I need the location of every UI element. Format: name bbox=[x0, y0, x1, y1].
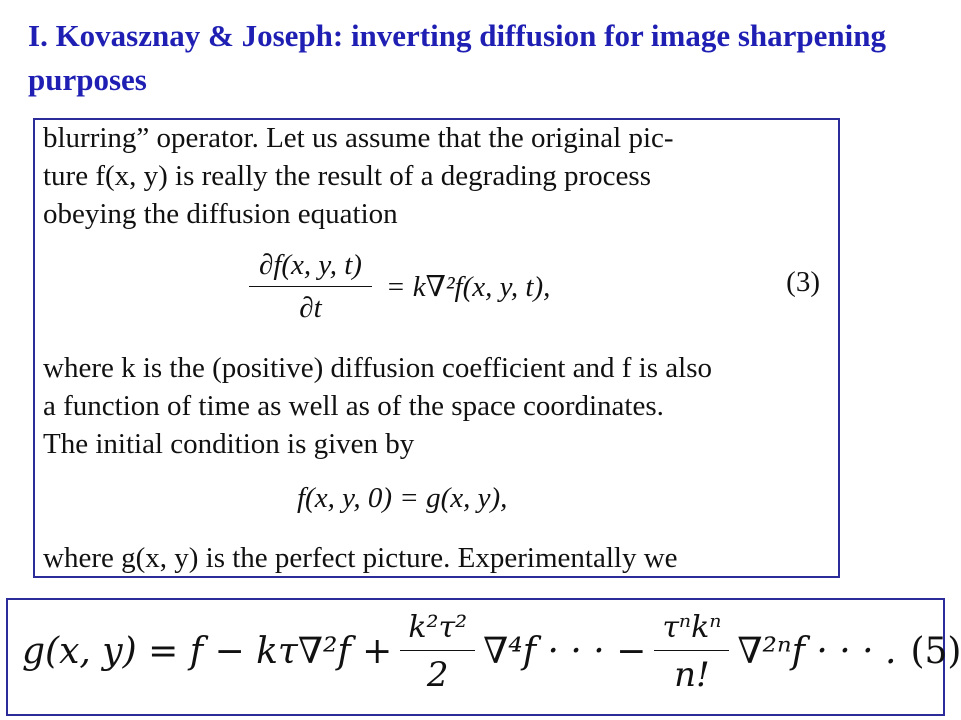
equation-3-rhs: = k∇²f(x, y, t), bbox=[385, 271, 551, 303]
formula-5-number: (5) bbox=[910, 631, 961, 672]
initial-condition-equation: f(x, y, 0) = g(x, y), bbox=[297, 482, 508, 514]
formula-5-fraction-1 bbox=[400, 608, 475, 695]
equation-3-number: (3) bbox=[786, 266, 820, 298]
formula-5-fraction-2-numerator: τⁿkⁿ bbox=[654, 608, 729, 651]
formula-5-box bbox=[6, 598, 961, 716]
equation-3 bbox=[249, 248, 550, 325]
slide-title: I. Kovasznay & Joseph: inverting diffusion for image sharpening purposes bbox=[28, 18, 887, 97]
formula-5-fraction-1-denominator: 2 bbox=[426, 655, 449, 695]
formula-5-middle: ∇⁴f · · · − bbox=[483, 631, 647, 672]
formula-5-fraction-2-denominator: n! bbox=[674, 655, 710, 695]
excerpt-line: ture f(x, y) is really the result of a degrading process bbox=[43, 160, 651, 192]
excerpt-line: obeying the diffusion equation bbox=[43, 198, 398, 230]
excerpt-line: where k is the (positive) diffusion coefficient and f is also bbox=[43, 352, 712, 384]
excerpt-line: a function of time as well as of the space coordinates. bbox=[43, 390, 664, 422]
formula-5-fraction-1-numerator: k²τ² bbox=[400, 608, 475, 651]
formula-5-lhs: g(x, y) = f − kτ∇²f + bbox=[22, 631, 393, 672]
formula-5-tail: ∇²ⁿf · · · . bbox=[737, 631, 897, 672]
equation-3-numerator: ∂f(x, y, t) bbox=[249, 248, 372, 287]
equation-3-denominator: ∂t bbox=[299, 292, 322, 324]
excerpt-line: where g(x, y) is the perfect picture. Experimentally we bbox=[43, 542, 678, 574]
paper-excerpt bbox=[33, 118, 840, 578]
equation-3-fraction bbox=[249, 248, 372, 325]
excerpt-line: The initial condition is given by bbox=[43, 428, 415, 460]
excerpt-line: blurring” operator. Let us assume that the original pic- bbox=[43, 122, 674, 154]
formula-5-fraction-2 bbox=[654, 608, 729, 695]
formula-5 bbox=[18, 608, 961, 695]
